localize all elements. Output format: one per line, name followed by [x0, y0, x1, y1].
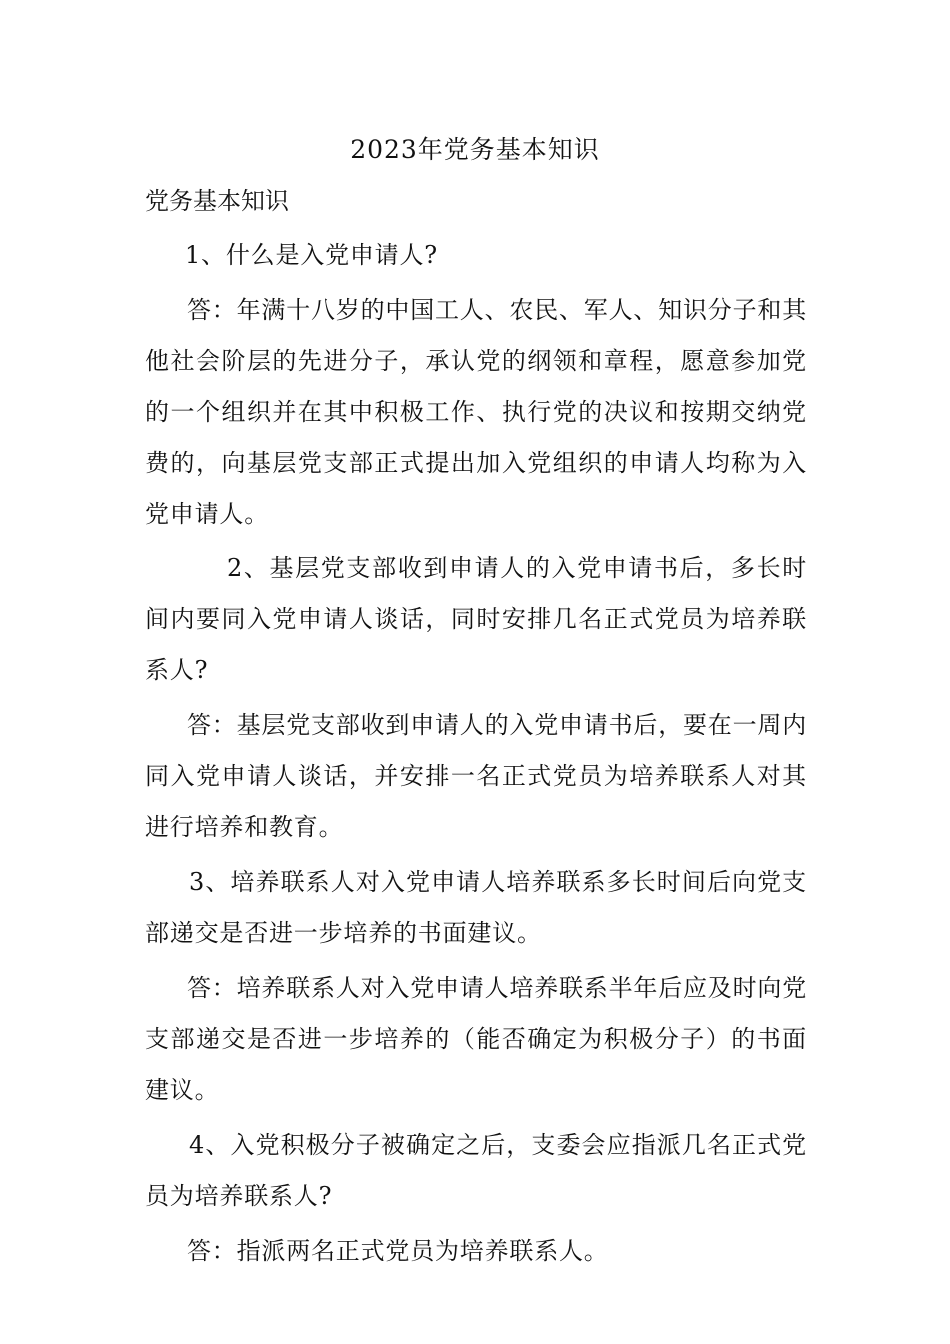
document-body	[145, 230, 807, 1277]
question-1: 1、什么是入党申请人?	[185, 241, 438, 269]
answer-3: 答：培养联系人对入党申请人培养联系半年后应及时向党支部递交是否进一步培养的（能否确定为积极分子）的书面建议。	[145, 974, 807, 1104]
answer-2: 答：基层党支部收到申请人的入党申请书后，要在一周内同入党申请人谈话，并安排一名正式党员为培养联系人对其进行培养和教育。	[145, 711, 807, 841]
question-4: 4、入党积极分子被确定之后，支委会应指派几名正式党员为培养联系人?	[145, 1131, 807, 1210]
question-3: 3、培养联系人对入党申请人培养联系多长时间后向党支部递交是否进一步培养的书面建议。	[145, 868, 807, 947]
answer-4: 答：指派两名正式党员为培养联系人。	[187, 1237, 609, 1265]
document-title: 2023年党务基本知识	[350, 135, 600, 164]
answer-1: 答：年满十八岁的中国工人、农民、军人、知识分子和其他社会阶层的先进分子，承认党的纲领和章程，愿意参加党的一个组织并在其中积极工作、执行党的决议和按期交纳党费的，向基层党支部正式提出加入党组织的申请人均称为入党申请人。	[145, 296, 807, 528]
document-subtitle: 党务基本知识	[145, 187, 289, 215]
question-2: 2、基层党支部收到申请人的入党申请书后，多长时间内要同入党申请人谈话，同时安排几名正式党员为培养联系人?	[145, 554, 807, 684]
